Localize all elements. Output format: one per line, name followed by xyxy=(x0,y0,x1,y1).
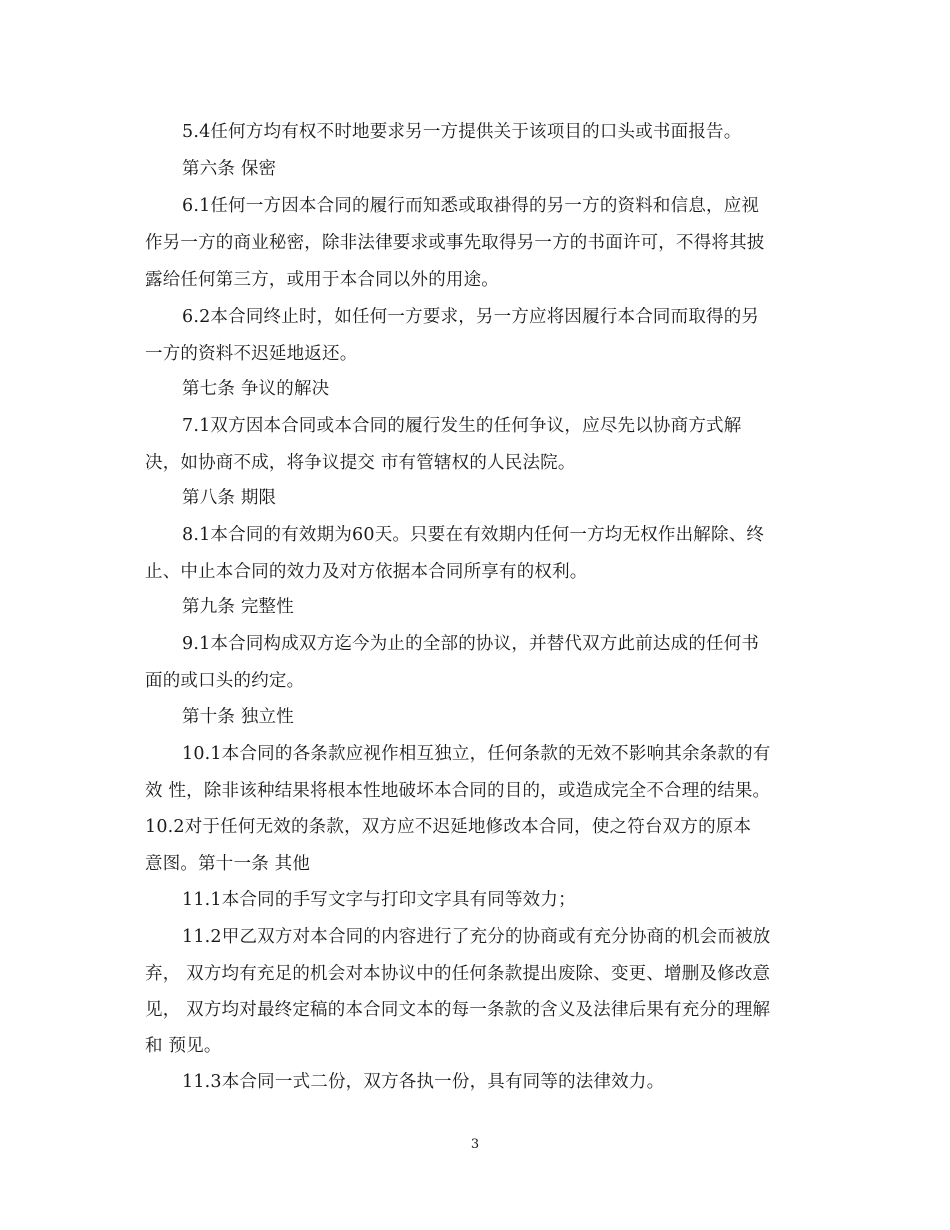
text-line: 11.2甲乙双方对本合同的内容进行了充分的协商或有充分协商的机会而被放 xyxy=(182,927,771,947)
text-line: 止、中止本合同的效力及对方依据本合同所享有的权利。 xyxy=(145,562,588,582)
text-line: 意图。第十一条 其他 xyxy=(145,854,311,874)
text-line: 10.1本合同的各条款应视作相互独立，任何条款的无效不影响其余条款的有 xyxy=(182,744,771,764)
text-line: 弃， 双方均有充足的机会对本协议中的任何条款提出废除、变更、增删及修改意 xyxy=(145,964,771,984)
text-line: 和 预见。 xyxy=(145,1036,222,1056)
text-line: 面的或口头的约定。 xyxy=(145,671,305,691)
text-line: 露给任何第三方，或用于本合同以外的用途。 xyxy=(145,270,499,290)
text-line: 9.1本合同构成双方迄今为止的全部的协议，并替代双方此前达成的任何书 xyxy=(182,634,760,654)
section-heading: 第九条 完整性 xyxy=(182,597,294,617)
text-line: 11.1本合同的手写文字与打印文字具有同等效力； xyxy=(182,890,576,910)
text-line: 6.1任何一方因本合同的履行而知悉或取褂得的另一方的资料和信息，应视 xyxy=(182,196,760,216)
text-line: 11.3本合同一式二份，双方各执一份，具有同等的法律效力。 xyxy=(182,1072,665,1092)
text-line: 8.1本合同的有效期为60天。只要在有效期内任何一方均无权作出解除、终 xyxy=(182,525,765,545)
section-heading: 第七条 争议的解决 xyxy=(182,379,330,399)
text-line: 10.2对于任何无效的条款，双方应不迟延地修改本合同，使之符台双方的原本 xyxy=(145,817,752,837)
text-line: 7.1双方因本合同或本合同的履行发生的任何争议，应尽先以协商方式解 xyxy=(182,416,742,436)
text-line: 决，如协商不成，将争议提交 市有管辖权的人民法院。 xyxy=(145,453,576,473)
section-heading: 第八条 期限 xyxy=(182,488,277,508)
text-line: 5.4任何方均有权不时地要求另一方提供关于该项目的口头或书面报告。 xyxy=(182,122,742,142)
text-line: 作另一方的商业秘密，除非法律要求或事先取得另一方的书面许可，不得将其披 xyxy=(145,233,765,253)
page-number: 3 xyxy=(470,1137,480,1152)
text-line: 6.2本合同终止时，如任何一方要求，另一方应将因履行本合同而取得的另 xyxy=(182,307,760,327)
text-line: 见， 双方均对最终定稿的本合同文本的每一条款的含义及法律后果有充分的理解 xyxy=(145,1000,771,1020)
section-heading: 第十条 独立性 xyxy=(182,707,294,727)
section-heading: 第六条 保密 xyxy=(182,159,277,179)
text-line: 一方的资料不迟延地返还。 xyxy=(145,344,358,364)
text-line: 效 性，除非该种结果将根本性地破坏本合同的目的，或造成完全不合理的结果。 xyxy=(145,781,771,801)
